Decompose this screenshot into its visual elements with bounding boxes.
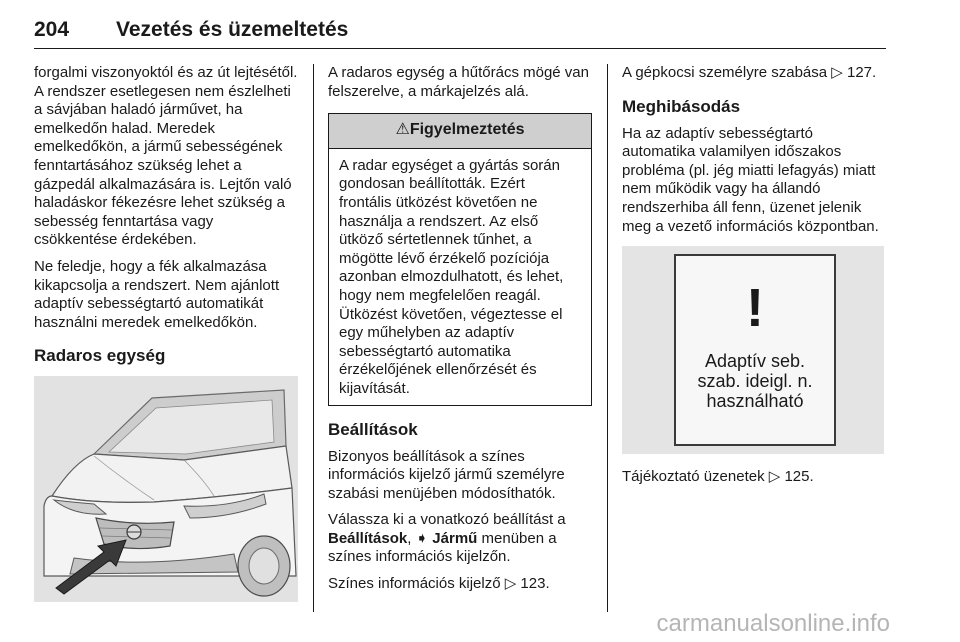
warning-body: A radar egységet a gyártás során gondosan beállították. Ezért frontális ütközést követően ne használja a rendszert. Az első ütköző sértetlennek tűnhet, a mögötte lévő érzékelő pozíciója azonban elmozdulhatott, és lehet, hogy nem megfelelően reagál. Ütközést követően, végeztesse el egy műhelyben az adaptív sebességtartó automatika érzékelőjének ellenőrzését és kijavítását. xyxy=(339,156,564,397)
paragraph-slope: forgalmi viszonyoktól és az út lejtésétől. A rendszer esetlegesen nem észlelheti a sávjában haladó járművet, ha emelkedőn halad. Meredek emelkedőkön, a jármű sebességének fenntartásához szükség lehet a gázpedál alkalmazására is. Lejtőn való haladáskor fékezésre lehet szükség a sebesség fenntartása vagy csökkentése érdekében. xyxy=(34,64,298,249)
paragraph-select-setting: Válassza ki a vonatkozó beállítást a Beállítások, ➧ Jármű menüben a színes információs kijelzőn. xyxy=(328,511,566,566)
warning-header xyxy=(329,114,591,149)
display-line-2: szab. ideigl. n. xyxy=(697,371,813,392)
driver-info-display-figure xyxy=(622,246,884,454)
menu-arrow-icon: ➧ xyxy=(415,529,429,547)
paragraph-brake: Ne feledje, hogy a fék alkalmazása kikapcsolja a rendszert. Nem ajánlott adaptív sebességtartó automatikát használni meredek emelkedőkön. xyxy=(34,257,280,331)
column-2 xyxy=(328,64,592,602)
watermark: carmanualsonline.info xyxy=(656,610,890,637)
exclamation-icon: ! xyxy=(746,278,764,339)
warning-box xyxy=(328,113,592,405)
link-color-info-display[interactable]: Színes információs kijelző ▷ 123. xyxy=(328,575,550,593)
heading-malfunction: Meghibásodás xyxy=(622,96,741,116)
paragraph-radar-location: A radaros egység a hűtőrács mögé van felszerelve, a márkajelzés alá. xyxy=(328,64,589,100)
link-personalization[interactable]: A gépkocsi személyre szabása ▷ 127. xyxy=(622,64,877,81)
car-radar-illustration xyxy=(34,376,298,602)
display-line-3: használható xyxy=(706,391,804,412)
paragraph-malfunction: Ha az adaptív sebességtartó automatika valamilyen időszakos probléma (pl. jég miatti lefagyás) miatt nem működik vagy ha állandó rendszerhiba áll fenn, üzenet jelenik meg a vezető információs központban. xyxy=(622,124,879,235)
page-number: 204 xyxy=(34,18,70,41)
page-header xyxy=(34,8,886,48)
column-1 xyxy=(34,64,300,602)
heading-radar-unit: Radaros egység xyxy=(34,346,166,366)
warning-triangle-icon: ⚠ xyxy=(395,121,410,139)
heading-settings: Beállítások xyxy=(328,419,418,439)
column-3 xyxy=(622,64,886,495)
menu-settings: Beállítások xyxy=(328,529,408,547)
header-rule xyxy=(34,48,886,49)
warning-title: Figyelmeztetés xyxy=(409,121,525,139)
link-info-messages[interactable]: Tájékoztató üzenetek ▷ 125. xyxy=(622,468,814,486)
column-divider-1 xyxy=(313,64,314,612)
paragraph-settings: Bizonyos beállítások a színes információs kijelző jármű személyre szabási menüjében módosíthatók. xyxy=(328,447,565,502)
chapter-title: Vezetés és üzemeltetés xyxy=(116,18,349,41)
column-divider-2 xyxy=(607,64,608,612)
menu-vehicle: Jármű xyxy=(428,529,478,547)
display-line-1: Adaptív seb. xyxy=(704,351,806,372)
